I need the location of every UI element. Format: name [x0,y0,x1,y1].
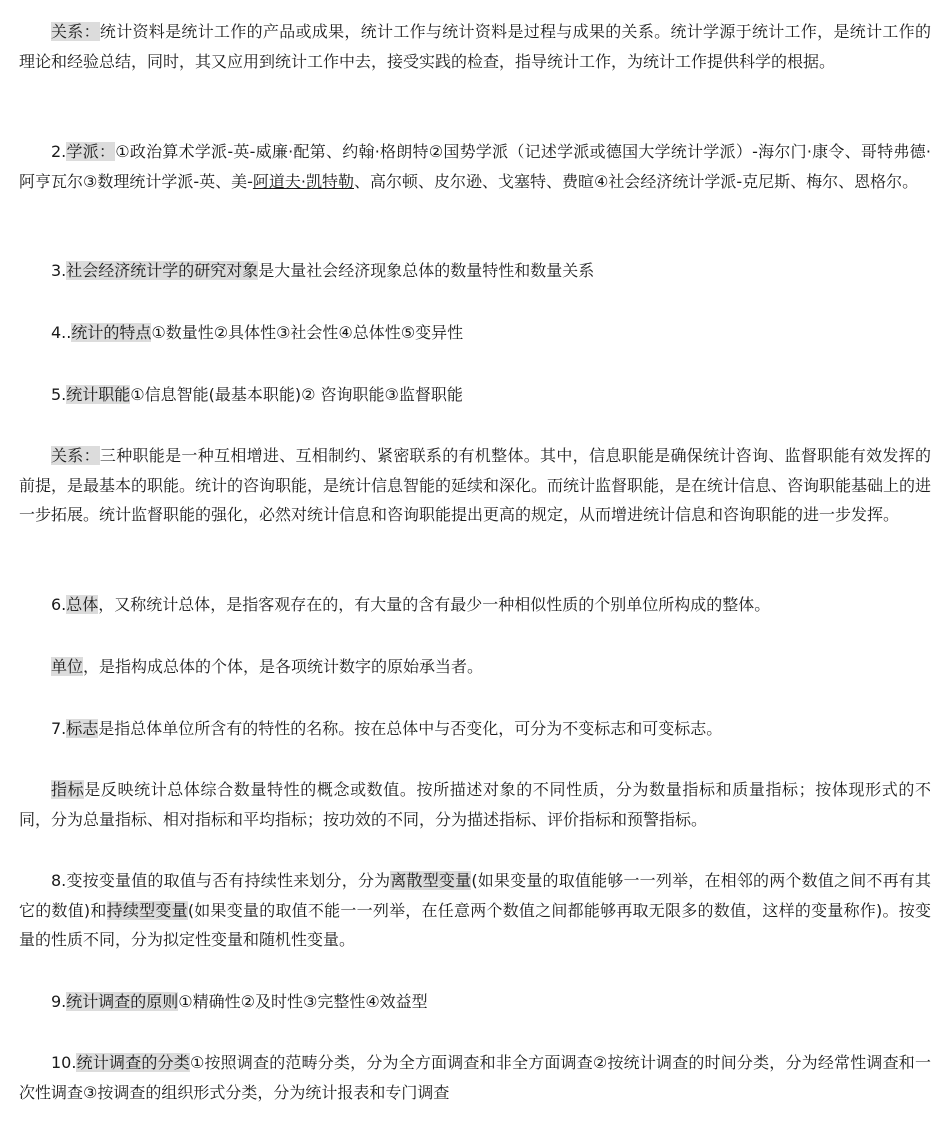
highlighted-term: 标志 [66,719,99,738]
paragraph-relation-functions [19,441,931,530]
text-segment: 10. [51,1053,77,1072]
text-segment: 4.. [51,323,72,342]
text-segment: ，又称统计总体，是指客观存在的，有大量的含有最少一种相似性质的个别单位所构成的整体。 [98,595,771,614]
highlighted-term: 统计调查的分类 [76,1053,190,1072]
highlighted-term: 总体 [66,595,99,614]
highlighted-term: 离散型变量 [390,871,472,890]
paragraph-marker [19,714,931,744]
text-segment: 2. [51,142,67,161]
text-segment: 是反映统计总体综合数量特性的概念或数值。按所描述对象的不同性质，分为数量指标和质量指标；按体现形式的不同，分为总量指标、相对指标和平均指标；按功效的不同，分为描述指标、评价指标和预警指标。 [19,780,931,829]
highlighted-term: 统计的特点 [71,323,152,342]
text-segment: 5. [51,385,67,404]
text-segment: ①精确性②及时性③完整性④效益型 [178,992,428,1011]
text-segment: 统计资料是统计工作的产品或成果，统计工作与统计资料是过程与成果的关系。统计学源于统计工作，是统计工作的理论和经验总结，同时，其又应用到统计工作中去，接受实践的检查，指导统计工作，为统计工作提供科学的根据。 [19,22,931,71]
highlighted-term: 社会经济统计学的研究对象 [66,261,259,280]
paragraph-functions [19,380,931,410]
highlighted-term: 持续型变量 [106,900,188,920]
highlighted-term: 统计调查的原则 [66,992,179,1011]
text-segment: 6. [51,595,67,614]
paragraph-indicator [19,775,931,834]
text-segment: ，是指构成总体的个体，是各项统计数字的原始承当者。 [83,657,484,676]
text-segment: 8.变按变量值的取值与否有持续性来划分，分为 [51,871,391,890]
text-segment: 是指总体单位所含有的特性的名称。按在总体中与否变化，可分为不变标志和可变标志。 [98,719,723,738]
text-segment: 、高尔顿、皮尔逊、戈塞特、费暄④社会经济统计学派-克尼斯、梅尔、恩格尔。 [354,171,919,191]
highlighted-term: 关系： [51,22,100,41]
text-segment: 9. [51,992,67,1011]
paragraph-features [19,318,931,348]
text-segment: ①政治算术学派-英-威廉·配第、约翰·格朗特②国势学派（记述学派或德国大学统计学派）-海尔门·康令、哥特弗德·阿亨瓦尔③数理统计学派-英、美- [19,142,931,191]
paragraph-population [19,590,931,620]
text-segment: (如果变量的取值能够一一列举，在相邻的两个数值之间不再有其它的数值)和 [19,871,931,920]
text-segment: ①按照调查的范畴分类，分为全方面调查和非全方面调查②按统计调查的时间分类，分为经常性调查和一次性调查③按调查的组织形式分类，分为统计报表和专门调查 [19,1053,931,1102]
paragraph-survey-principles [19,987,931,1017]
text-segment: 3. [51,261,67,280]
paragraph-unit [19,652,931,682]
text-segment: 是大量社会经济现象总体的数量特性和数量关系 [258,261,595,280]
underlined-name: 阿道夫·凯特勒 [252,171,354,191]
text-segment: 三种职能是一种互相增进、互相制约、紧密联系的有机整体。其中，信息职能是确保统计咨询、监督职能有效发挥的前提，是最基本的职能。统计的咨询职能，是统计信息智能的延续和深化。而统计监督职能，是在统计信息、咨询职能基础上的进一步拓展。统计监督职能的强化，必然对统计信息和咨询职能提出更高的规定，从而增进统计信息和咨询职能的进一步发挥。 [19,446,932,524]
text-segment: 7. [51,719,67,738]
highlighted-term: 单位 [51,657,84,676]
highlighted-term: 统计职能 [66,385,131,404]
paragraph-survey-classification [19,1048,931,1107]
text-segment: (如果变量的取值不能一一列举，在任意两个数值之间都能够再取无限多的数值，这样的变量称作)。按变量的性质不同，分为拟定性变量和随机性变量。 [19,900,931,949]
paragraph-research-object [19,256,931,286]
highlighted-term: 学派： [66,142,116,161]
text-segment: ①数量性②具体性③社会性④总体性⑤变异性 [151,323,464,342]
paragraph-variables [19,866,931,955]
highlighted-term: 指标 [51,780,85,799]
paragraph-relation-materials [19,17,931,76]
highlighted-term: 关系： [51,446,100,465]
text-segment: ①信息智能(最基本职能)② 咨询职能③监督职能 [130,385,463,404]
paragraph-schools [19,137,931,196]
